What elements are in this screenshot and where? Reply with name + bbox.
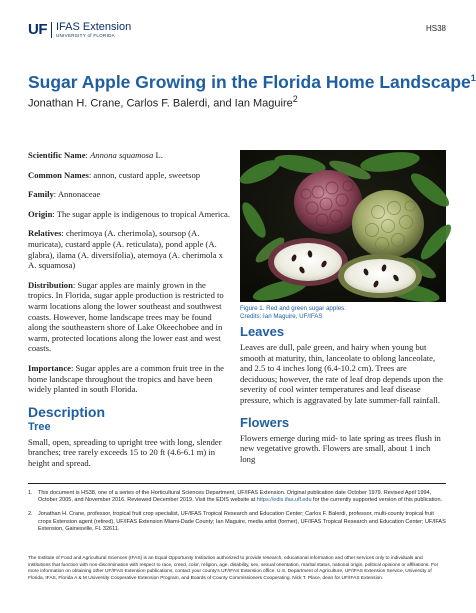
logo-divider [51,22,52,38]
caption-title: Figure 1. Red and green sugar apples. [240,305,346,312]
sugar-apple-photo [240,150,446,302]
common-names-para: Common Names: annon, custard apple, sweetsop [28,169,201,180]
page-header [28,20,446,50]
footnote-1: 1. This document is HS38, one of a series of the Horticultural Sciences Department, UF/IFAS Extension. Original publication date October 1979. Revised April 1994, October 2005, and November 2016. Reviewed December 2019. Visit the EDIS website at https://edis.ifas.ufl.edu for the currently supported version of this publication. [28,490,443,504]
footnote-2: 2. Jonathan H. Crane, professor, tropical fruit crop specialist, UF/IFAS Tropical Research and Education Center; Carlos F. Balerdi, professor, multi-county tropical fruit crops Extension agent (retired), UF/IFAS Extension Miami-Dade County; Ian Maguire, media artist (former), UF/IFAS Tropical Research and Education Center; UF/IFAS Extension, Gainesville, FL 32611. [28,511,446,532]
figure-caption [240,305,446,320]
relatives-para: Relatives: cherimoya (A. cherimola), soursop (A. muricata), custard apple (A. reticulata), pond apple (A. glabra), ilama (A. diversifolia), atemoya (A. cherimola x A. squamosa) [28,228,223,271]
importance-para: Importance: Sugar apples are a common fruit tree in the home landscape throughout the tropics and have been widely planted in south Florida. [28,362,224,395]
scientific-name-para: Scientific Name: Annona squamosa L. [28,150,163,160]
authors-line: Jonathan H. Crane, Carlos F. Balerdi, and Ian Maguire$^2$ [28,94,298,110]
edis-link[interactable]: https://edis.ifas.ufl.edu [256,497,312,504]
footnotes [28,483,446,540]
right-column [240,150,446,473]
flowers-heading: Flowers [240,414,290,430]
flowers-text: Flowers emerge during mid- to late spring as trees flush in new vegetative growth. Flowers are small, about 1 inch long [240,432,441,464]
logo-ifas-text: IFAS Extension [56,21,132,33]
document-id: HS38 [425,24,446,33]
logo-university-text: UNIVERSITY of FLORIDA [56,33,115,38]
tree-heading: Tree [28,420,51,433]
caption-credits: Credits: Ian Maguire, UF/IFAS [240,312,323,320]
description-heading: Description [28,403,106,420]
uf-ifas-logo [28,22,131,39]
distribution-para: Distribution: Sugar apples are mainly grown in the tropics. In Florida, sugar apple production is restricted to warm locations along the lower southeast and southwest coasts. However, home landscape trees may be found along the southeastern shore of Lake Okeechobee and in warm, protected locations along the lower east and west coasts. [28,279,224,354]
legal-notice: The Institute of Food and Agricultural Sciences (IFAS) is an Equal Opportunity Institution authorized to provide research, educational information and other services only to individuals and institutions that function with non-discrimination with respect to race, creed, color, religion, age, disability, sex, sexual orientation, marital status, national origin, political opinions or affiliations. For more information on obtaining other UF/IFAS Extension publications, contact your county's UF/IFAS Extension office. U.S. Department of Agriculture, UF/IFAS Extension Service, University of Florida, IFAS, Florida A & M University Cooperative Extension Program, and Boards of County Commissioners Cooperating. Nick T. Place, dean for UF/IFAS Extension. [28,556,439,581]
authors-footnote-ref[interactable]: 2 [292,94,298,104]
left-column [28,150,232,477]
logo-uf-text: UF [28,21,47,38]
family-para: Family: Annonaceae [28,189,101,200]
title-footnote-ref[interactable]: 1 [470,73,476,84]
tree-text: Small, open, spreading to upright tree with long, slender branches; tree rarely exceeds 15 to 20 ft (4.6-6.1 m) in height and spread. [28,436,222,468]
leaves-heading: Leaves [240,324,285,339]
page-title: Sugar Apple Growing in the Florida Home Landscape$^1$ [28,72,476,92]
origin-para: Origin: The sugar apple is indigenous to tropical America. [28,208,230,219]
leaves-text: Leaves are dull, pale green, and hairy when young but smooth at maturity, thin, lanceolate to oblong lanceolate, and 2.5 to 4 inches long (6.4-10.2 cm). Trees are deciduous; however, the rate of leaf drop depends upon the severity of cool winter temperatures and leaf disease pressure, which is aggravated by late summer-fall rainfall. [240,342,443,405]
